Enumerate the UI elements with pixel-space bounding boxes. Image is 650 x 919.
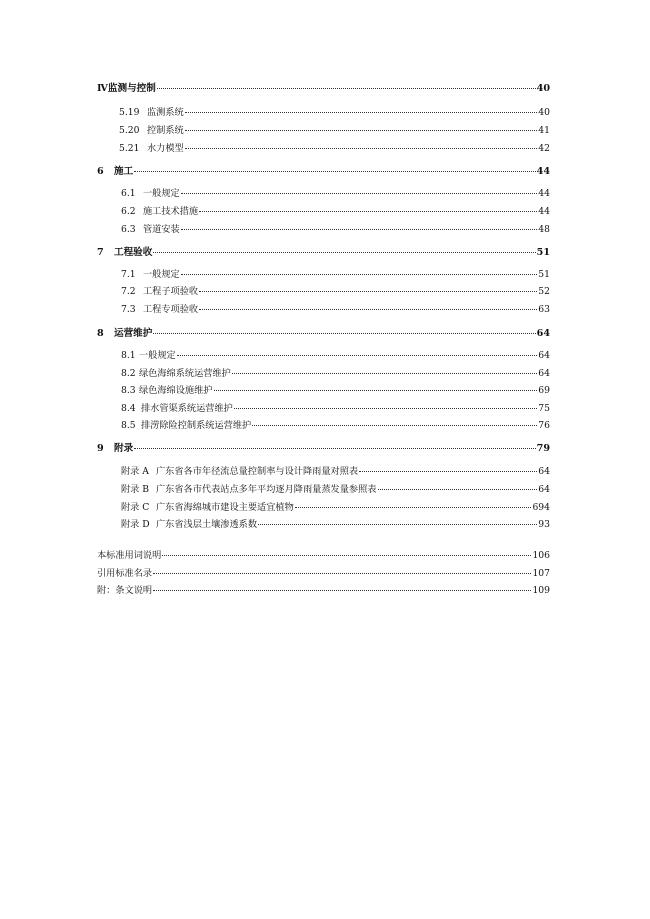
toc-entry-8-5[interactable] — [121, 419, 550, 433]
toc-entry-page: 694 — [532, 502, 550, 513]
toc-entry-title: 施工 — [114, 166, 134, 177]
toc-entry-page: 44 — [538, 188, 550, 199]
toc-entry-number: 7.1 — [121, 269, 136, 280]
toc-entry-number: 6.2 — [121, 206, 136, 217]
toc-entry-title: 本标准用词说明 — [97, 550, 162, 561]
toc-entry-title: 广东省浅层土壤渗透系数 — [156, 519, 258, 530]
toc-entry-page: 93 — [538, 519, 550, 530]
toc-entry-cited-standards[interactable] — [97, 567, 550, 581]
toc-leader-dots — [162, 555, 531, 556]
toc-entry-6[interactable] — [97, 165, 550, 179]
toc-entry-page: 63 — [538, 304, 550, 315]
toc-entry-number: 7.2 — [121, 286, 136, 297]
toc-leader-dots — [153, 573, 531, 574]
toc-leader-dots — [258, 524, 537, 525]
toc-entry-page: 51 — [538, 269, 550, 280]
toc-entry-title: 控制系统 — [147, 125, 184, 136]
toc-entry-9[interactable] — [97, 442, 550, 456]
toc-leader-dots — [181, 229, 538, 230]
toc-leader-dots — [185, 130, 538, 131]
toc-entry-6-1[interactable] — [121, 187, 550, 201]
toc-entry-page: 44 — [538, 206, 550, 217]
toc-entry-number: 9 — [97, 443, 104, 454]
toc-entry-number: 附录 C — [121, 502, 150, 513]
toc-leader-dots — [232, 373, 537, 374]
toc-entry-appendix-b[interactable] — [121, 483, 550, 497]
toc-entry-8-3[interactable] — [121, 384, 550, 398]
toc-leader-dots — [378, 489, 538, 490]
toc-entry-explanation[interactable] — [97, 584, 550, 598]
toc-entry-title: 工程子项验收 — [143, 286, 199, 297]
toc-entry-number: 5.20 — [119, 125, 140, 136]
toc-entry-number: 附录 B — [121, 484, 150, 495]
toc-entry-5-20[interactable] — [119, 124, 550, 138]
toc-entry-title: 引用标准名录 — [97, 568, 153, 579]
toc-entry-number: 8.3 — [121, 385, 136, 396]
toc-entry-number: 6.3 — [121, 224, 136, 235]
toc-entry-title: 一般规定 — [143, 188, 180, 199]
toc-entry-page: 75 — [538, 403, 550, 414]
toc-entry-number: 8.4 — [121, 403, 136, 414]
toc-leader-dots — [177, 355, 538, 356]
toc-entry-page: 41 — [538, 125, 550, 136]
toc-entry-title: 绿色海绵系统运营维护 — [139, 368, 231, 379]
toc-entry-title: 广东省各市代表站点多年平均逐月降雨量蒸发量参照表 — [156, 484, 377, 495]
toc-entry-page: 48 — [538, 224, 550, 235]
toc-entry-page: 107 — [532, 568, 550, 579]
toc-entry-title: 广东省各市年径流总量控制率与设计降雨量对照表 — [156, 466, 359, 477]
toc-entry-5-21[interactable] — [119, 142, 550, 156]
toc-entry-number: 附录 A — [121, 466, 149, 477]
toc-leader-dots — [157, 88, 536, 89]
toc-entry-page: 40 — [538, 107, 550, 118]
toc-entry-6-3[interactable] — [121, 223, 550, 237]
toc-entry-page: 109 — [532, 585, 550, 596]
toc-entry-title: 管道安装 — [143, 224, 180, 235]
toc-leader-dots — [134, 171, 535, 172]
toc-leader-dots — [359, 471, 537, 472]
toc-entry-title: 一般规定 — [139, 350, 176, 361]
toc-entry-page: 51 — [536, 247, 550, 258]
toc-entry-8[interactable] — [97, 327, 550, 341]
toc-entry-title: Ⅳ监测与控制 — [97, 83, 156, 94]
toc-entry-6-2[interactable] — [121, 205, 550, 219]
toc-entry-appendix-d[interactable] — [121, 518, 550, 532]
toc-leader-dots — [199, 309, 537, 310]
toc-leader-dots — [134, 448, 535, 449]
toc-entry-title: 工程验收 — [114, 247, 153, 258]
toc-entry-title: 工程专项验收 — [143, 304, 199, 315]
toc-entry-title: 排涝除险控制系统运营维护 — [141, 420, 252, 431]
toc-leader-dots — [181, 193, 538, 194]
toc-entry-title: 水力模型 — [147, 143, 184, 154]
toc-entry-title: 一般规定 — [143, 269, 180, 280]
toc-leader-dots — [234, 408, 537, 409]
toc-entry-number: 8.2 — [121, 368, 136, 379]
toc-leader-dots — [252, 425, 537, 426]
toc-entry-page: 69 — [538, 385, 550, 396]
toc-entry-title: 排水管渠系统运营维护 — [141, 403, 233, 414]
toc-leader-dots — [295, 507, 532, 508]
toc-entry-8-4[interactable] — [121, 402, 550, 416]
toc-entry-page: 64 — [538, 466, 550, 477]
toc-entry-terminology[interactable] — [97, 549, 550, 563]
toc-leader-dots — [199, 211, 537, 212]
toc-entry-8-1[interactable] — [121, 349, 550, 363]
toc-entry-7-1[interactable] — [121, 268, 550, 282]
toc-entry-number: 6.1 — [121, 188, 136, 199]
toc-leader-dots — [199, 291, 537, 292]
toc-entry-number: 8 — [97, 328, 104, 339]
toc-entry-8-2[interactable] — [121, 367, 550, 381]
toc-entry-title: 运营维护 — [114, 328, 153, 339]
toc-leader-dots — [185, 148, 538, 149]
toc-entry-number: 7.3 — [121, 304, 136, 315]
toc-entry-page: 76 — [538, 420, 550, 431]
toc-entry-appendix-a[interactable] — [121, 465, 550, 479]
toc-entry-page: 64 — [536, 328, 550, 339]
toc-entry-number: 7 — [97, 247, 104, 258]
toc-leader-dots — [153, 252, 535, 253]
toc-entry-appendix-c[interactable] — [121, 501, 550, 515]
toc-entry-page: 44 — [536, 166, 550, 177]
toc-entry-page: 79 — [536, 443, 550, 454]
toc-entry-number: 5.19 — [119, 107, 140, 118]
toc-entry-page: 42 — [538, 143, 550, 154]
toc-entry-page: 64 — [538, 368, 550, 379]
toc-entry-7-2[interactable] — [121, 285, 550, 299]
toc-entry-title: 施工技术措施 — [143, 206, 199, 217]
toc-leader-dots — [153, 590, 531, 591]
toc-entry-monitoring-control[interactable] — [97, 82, 550, 96]
toc-entry-5-19[interactable] — [119, 106, 550, 120]
toc-entry-number: 5.21 — [119, 143, 140, 154]
toc-leader-dots — [153, 333, 535, 334]
toc-entry-number: 附录 D — [121, 519, 150, 530]
toc-entry-7-3[interactable] — [121, 303, 550, 317]
toc-entry-page: 106 — [532, 550, 550, 561]
toc-leader-dots — [181, 274, 538, 275]
toc-entry-page: 40 — [536, 83, 550, 94]
toc-leader-dots — [185, 112, 538, 113]
toc-entry-title: 广东省海绵城市建设主要适宜植物 — [156, 502, 294, 513]
toc-entry-page: 64 — [538, 350, 550, 361]
toc-entry-page: 52 — [538, 286, 550, 297]
toc-entry-7[interactable] — [97, 246, 550, 260]
toc-entry-title: 附：条文说明 — [97, 585, 153, 596]
toc-entry-title: 监测系统 — [147, 107, 184, 118]
toc-entry-number: 8.1 — [121, 350, 136, 361]
toc-entry-number: 8.5 — [121, 420, 136, 431]
toc-leader-dots — [214, 390, 538, 391]
toc-entry-title: 绿色海绵设施维护 — [139, 385, 213, 396]
toc-entry-title: 附录 — [114, 443, 134, 454]
toc-entry-number: 6 — [97, 166, 104, 177]
toc-entry-page: 64 — [538, 484, 550, 495]
